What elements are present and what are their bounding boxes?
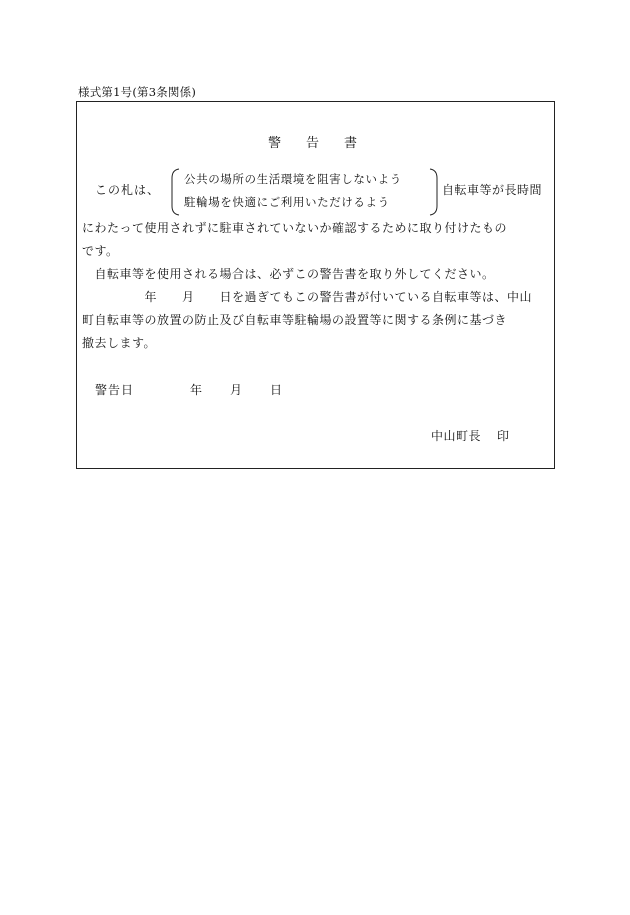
date-label: 警告日 [95, 383, 135, 397]
form-label: 様式第1号(第3条関係) [78, 85, 197, 99]
date-month-label: 月 [230, 383, 243, 397]
body-line-2: です。 [82, 244, 119, 258]
after-bracket-text: 自転車等が長時間 [442, 183, 543, 197]
seal-mark: 印 [497, 429, 510, 443]
body-line-6: 撤去します。 [82, 336, 157, 350]
bracket-option-2: 駐輪場を快適にご利用いただけるよう [184, 195, 390, 209]
body-line-5: 町自転車等の放置の防止及び自転車等駐輪場の設置等に関する条例に基づき [82, 313, 508, 327]
date-year-label: 年 [190, 383, 203, 397]
body-line-3: 自転車等を使用される場合は、必ずこの警告書を取り外してください。 [82, 267, 495, 281]
notice-frame [76, 101, 555, 469]
body-line-4: 年 月 日を過ぎてもこの警告書が付いている自転車等は、中山 [82, 290, 533, 304]
option-brackets [77, 102, 556, 470]
issuer-name: 中山町長 [431, 429, 482, 443]
intro-text: この札は、 [95, 183, 161, 197]
date-day-label: 日 [270, 383, 283, 397]
notice-title: 警 告 書 [267, 136, 363, 151]
bracket-option-1: 公共の場所の生活環境を阻害しないよう [184, 172, 402, 186]
body-line-1: にわたって使用されずに駐車されていないか確認するために取り付けたもの [82, 221, 508, 235]
